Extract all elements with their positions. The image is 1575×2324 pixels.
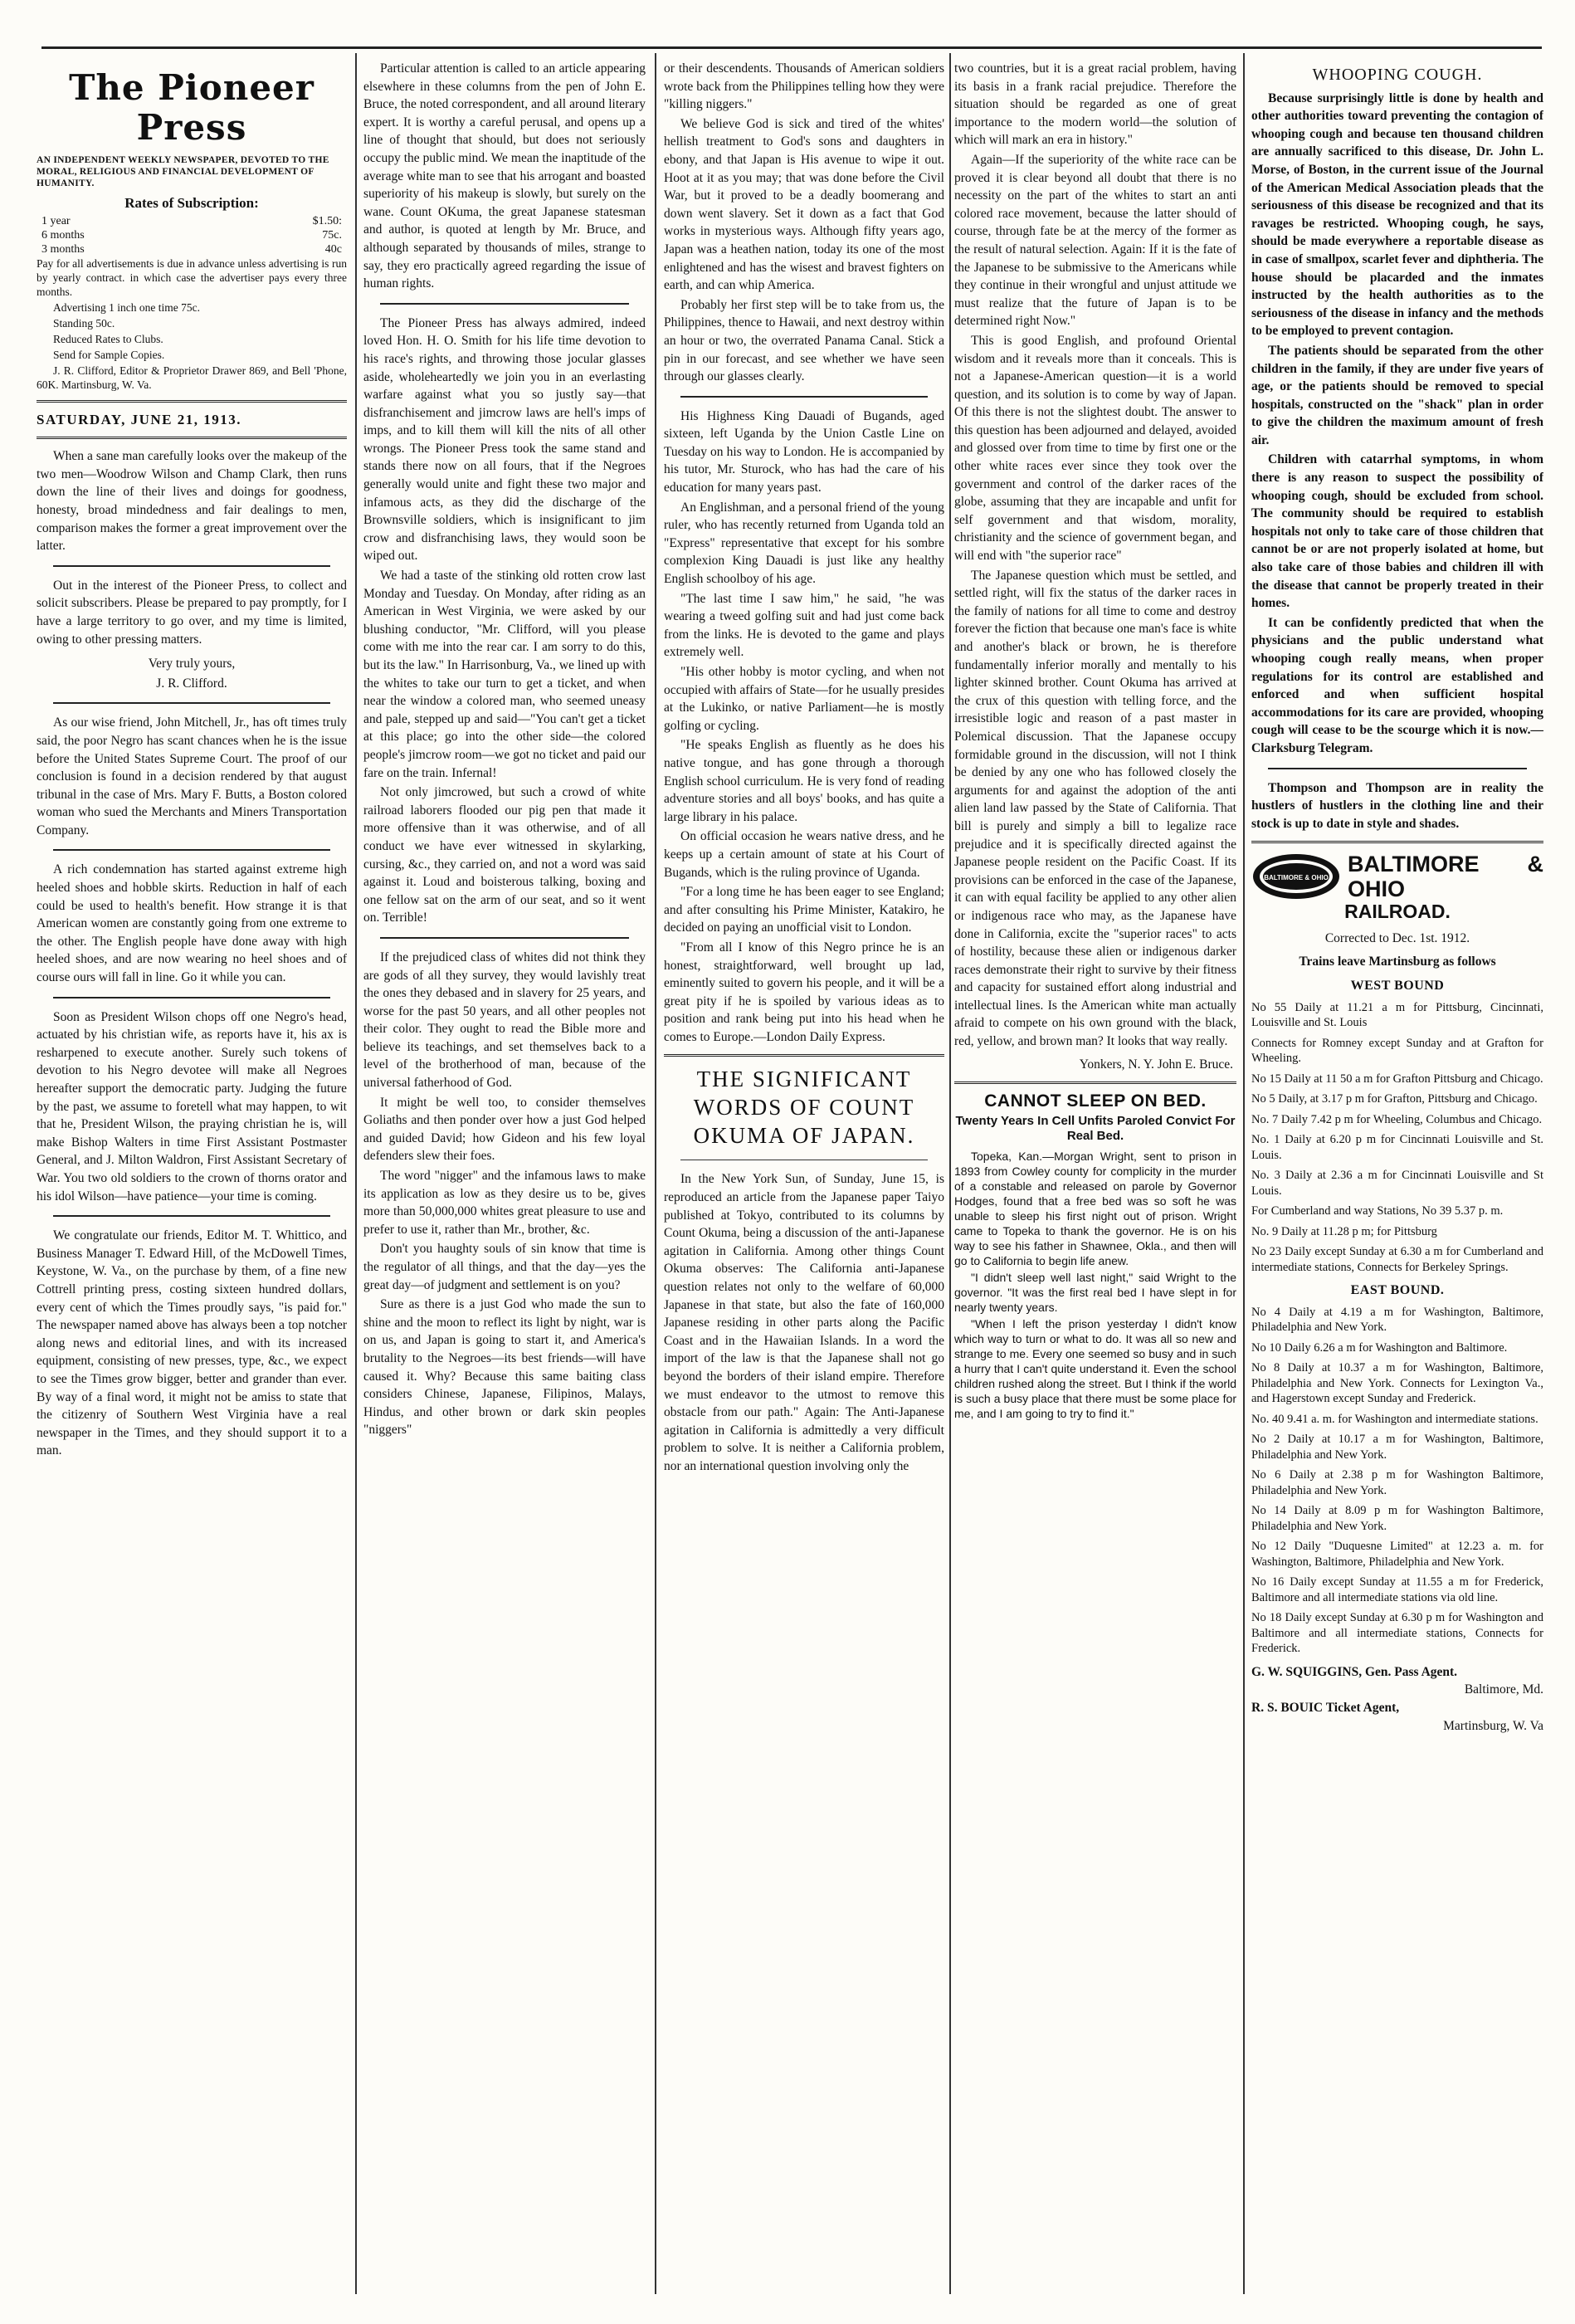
column-divider	[655, 53, 656, 2294]
train-listing: No 15 Daily at 11 50 a m for Grafton Pittsburg and Chicago.	[1251, 1072, 1543, 1086]
east-bound-heading: EAST BOUND.	[1350, 1283, 1445, 1298]
article-paragraph: Again—If the superiority of the white race can be proved it is clear beyond all doubt that there is no necessity on the part of the whites to start an anti colored race movement, because the latter should of course, through fate be at the mercy of the former as the result of natural selection. Again: If it is the fate of the Japanese to be submissive to the Americans while they continue in their wrongful and unjust attitude we must realize that the future of Japan is to be determined right Now."	[954, 152, 1236, 329]
train-listing: Connects for Romney except Sunday and at Grafton for Wheeling.	[1251, 1036, 1543, 1066]
article-paragraph: This is good English, and profound Oriental wisdom and it reveals more than it conceals. This is not a Japanese-American question—it is a world question, and its solution is to come by way of Japan. Of this there is not the slightest doubt. The answer to this question has been adjourned and delayed, avoided and glossed over from time to time by first one or the other white races ever since they took over the government and control of the darker races of the globe, assuming that they are incapable and unfit for self government and that wisdom, morality, christianity and the science of government began, and will end with "the superior race"	[954, 333, 1236, 564]
editorial-paragraph: As our wise friend, John Mitchell, Jr., has oft times truly said, the poor Negro has scant chances when he is the issue before the United States Supreme Court. The proof of our conclusion is found in a decision rendered by that august tribunal in the case of Mrs. Mary F. Butts, a Boston colored woman who sued the Merchants and Miners Transportation Company.	[37, 715, 347, 837]
schedule-intro: Trains leave Martinsburg as follows	[1299, 954, 1496, 969]
divider	[53, 997, 330, 998]
train-listing: No 8 Daily at 10.37 a m for Washington, Baltimore, Philadelphia and New York. Connects for Lexington Va., and Hagerstown except Sunday and Frederick.	[1251, 1361, 1543, 1406]
railroad-logo-icon	[1251, 852, 1341, 901]
news-paragraph: "When I left the prison yesterday I didn't know which way to turn or what to do. It was all so new and strange to me. Every one seemed so busy and in such a hurry that I can't quite understand it. Even the school children rushed along the street. But I think if the world is such a busy place that there must be some place for me, and I am going to try to find it."	[954, 1316, 1236, 1420]
news-paragraph: An Englishman, and a personal friend of the young ruler, who has recently returned from Uganda told an "Express" representative that except for his sombre complexion King Dauadi is just like any healthy English schoolboy of his age.	[664, 500, 944, 587]
rate-row	[37, 228, 347, 242]
rate-label: 1 year	[41, 214, 71, 227]
rates-heading: Rates of Subscription:	[124, 195, 259, 211]
article-headline: THE SIGNIFICANT WORDS OF COUNT OKUMA OF JAPAN.	[693, 1067, 915, 1149]
ad-note: Reduced Rates to Clubs.	[53, 332, 163, 345]
rate-row	[37, 214, 347, 228]
article-paragraph: The patients should be separated from the other children in the family, if they are under five years of age, or the patients should be removed to special hospitals, constructed on the "shack" plan in order to give the children the maximum amount of fresh air.	[1251, 343, 1543, 447]
logo-lettering: BALTIMORE & OHIO	[1264, 874, 1329, 882]
divider	[664, 1054, 944, 1057]
advertisement-text: Thompson and Thompson are in reality the hustlers of hustlers in the clothing line and their stock is up to date in style and shades.	[1251, 780, 1543, 831]
rate-price: 75c.	[322, 228, 342, 242]
editorial-paragraph: Soon as President Wilson chops off one Negro's head, actuated by his christian wife, as reports have it, his ax is resharpened to execute another. Surely such tokens of devotion to his Negro devotee will make all Negroes hereafter support the democratic party. Judging the future by the past, we assume to foretell what may happen, to wit that he, President Wilson, the praying christian he is, will make Bishop Walters in time First Assistant Postmaster General, and J. Milton Waldron, First Assistant Secretary of War. You two old soldiers to the crown of thorns orator and his idol Wilson—have patience—your time is coming.	[37, 1009, 347, 1204]
article-paragraph: In the New York Sun, of Sunday, June 15, is reproduced an article from the Japanese paper Taiyo published at Tokyo, contributed to its columns by Count Okuma, being a discussion of the anti-Japanese agitation in California. Among other things Count Okuma observes: The California anti-Japanese question relates not only to the welfare of 60,000 Japanese in that state, but also the fate of 160,000 Japanese residing in other parts along the Pacific Coast and in the Hawaiian Islands. In a word the import of the law is that the Japanese shall not go beyond the borders of their island empire. Therefore we must endeavor to the utmost to remove this obstacle from our path." Again: The Anti-Japanese agitation in California is admittedly a very difficult problem to solve. It is neither a California problem, nor an international question involving only the	[664, 1172, 944, 1473]
column-divider	[355, 53, 357, 2294]
rate-price: 40c	[324, 242, 342, 256]
editorial-paragraph: We believe God is sick and tired of the whites' hellish treatment to God's sons and daughters in ebony, and that Japan is His avenue to wipe it out. Hoot at it as you may; that was done before the Civil War, but it proved to be a deadly boomerang and down went slavery. Set it down as a fact that God works in mysterious ways. Although fifty years ago, Japan was a heathen nation, today its one of the most enlightened and has the wisest and bravest fighters on earth, and can whip America.	[664, 116, 944, 293]
divider	[1251, 841, 1543, 843]
train-listing: No. 3 Daily at 2.36 a m for Cincinnati Louisville and St Louis.	[1251, 1169, 1543, 1198]
divider	[53, 849, 330, 851]
train-listing: No 18 Daily except Sunday at 6.30 p m for Washington and Baltimore and all intermediate stations, Connects for Frederick.	[1251, 1611, 1543, 1656]
article-paragraph: two countries, but it is a great racial problem, having its basis in a frank racial prejudice. Therefore the situation should be regarded as one of great importance to the modern world—the solution of which will mark an era in history."	[954, 61, 1236, 148]
signature-name: J. R. Clifford.	[156, 676, 227, 691]
news-paragraph: His Highness King Dauadi of Bugands, aged sixteen, left Uganda by the Union Castle Line on Tuesday on his way to London. He is accompanied by his tutor, Mr. Sturock, who has had the care of his education for many years past.	[664, 408, 944, 496]
news-paragraph: "From all I know of this Negro prince he is an honest, straightforward, well brought up lad, eminently suited to govern his people, and it will be a great pity if he is spoiled by various ideas as to position and rank being put into his head when he comes to Europe.—London Daily Express.	[664, 940, 944, 1044]
editorial-paragraph: Probably her first step will be to take from us, the Philippines, thence to Hawaii, and next destroy within an hour or two, the overrated Panama Canal. Stick a pin in our forecast, and see whether we have seen through our glasses clearly.	[664, 297, 944, 384]
news-paragraph: "He speaks English as fluently as he does his native tongue, and has gone through a thorough English school curriculum. He is very fond of reading adventure stories and all boys' books, and has quite a large library in his palace.	[664, 738, 944, 824]
masthead-title: The Pioneer Press	[69, 67, 315, 148]
passenger-agent-city: Baltimore, Md.	[1464, 1682, 1543, 1697]
column-5	[1251, 60, 1543, 2301]
train-listing: No 5 Daily, at 3.17 p m for Grafton, Pittsburg and Chicago.	[1251, 1092, 1538, 1106]
column-1	[37, 60, 347, 2301]
news-paragraph: "The last time I saw him," he said, "he was wearing a tweed golfing suit and had just come back from the links. He is devoted to the game and plays extremely well.	[664, 591, 944, 660]
train-listing: No 10 Daily 6.26 a m for Washington and Baltimore.	[1251, 1340, 1508, 1355]
divider	[53, 702, 330, 704]
divider	[1268, 768, 1527, 769]
divider	[680, 396, 928, 398]
editorial-paragraph: A rich condemnation has started against extreme high heeled shoes and hobble skirts. Reduction in half of each could be used to health's benefit. How strange it is that American women are constantly going from one extreme to the other. The English people have done away with high heeled shoes, and are now wearing no heel shoes and of course ours will fall in line. Go it while you can.	[37, 862, 347, 985]
divider	[53, 565, 330, 567]
divider	[380, 303, 629, 305]
column-4	[954, 60, 1236, 2301]
article-paragraph: Because surprisingly little is done by health and other authorities toward preventing the contagion of whooping cough and because ten thousand children are annually sacrificed to this disease, Dr. John L. Morse, of Boston, in the current issue of the Journal of the American Medical Association pleads that the seriousness of this disease be recognized and that its ravages be restricted. Whooping cough, he says, should be made everywhere a reportable disease as in case of smallpox, scarlet fever and diphtheria. The house should be placarded and the inmates instructed by the health authorities as to the seriousness of the disease in infancy and the methods to be employed to prevent contagion.	[1251, 90, 1543, 339]
train-listing: No 23 Daily except Sunday at 6.30 a m for Cumberland and intermediate stations, Connects for Berkeley Springs.	[1251, 1245, 1543, 1274]
news-paragraph: "For a long time he has been eager to see England; and after consulting his Prime Minister, Katakiro, he decided on paying an unofficial visit to London.	[664, 885, 944, 935]
editorial-paragraph: or their descendents. Thousands of American soldiers wrote back from the Philippines telling how they were "killing niggers."	[664, 61, 944, 112]
west-bound-heading: WEST BOUND	[1350, 979, 1445, 994]
editorial-paragraph: The word "nigger" and the infamous laws to make its application as low as they desire us to be, gives more than 50,000,000 whites great pleasure to use and prefer to use it, rather than Mr., brother, &c.	[363, 1169, 646, 1237]
editorial-paragraph: Particular attention is called to an article appearing elsewhere in these columns from the pen of John E. Bruce, the noted correspondent, and all around literary expert. It is worthy a careful perusal, and opens up a line of thought that should, but does not seriously occupy the public mind. We mean the inaptitude of the average white man to see that his arrogant and boasted superiority of his makeup is slowly, but surely on the wane. Count OKuma, the great Japanese statesman and author, is quoted at length by Mr. Bruce, and although separated by thousands of miles, strange to say, they ero practically agreed regarding the issue of human rights.	[363, 61, 646, 291]
editorial-paragraph: Sure as there is a just God who made the sun to shine and the moon to reflect its light by night, war is on us, and Japan is going to start it, and America's brutality to the Negroes—its best friends—will have caused it. Why? Because this same baiting class considers Chinese, Japanese, Filipinos, Malays, Hindus, and other brown or dark skin peoples "niggers"	[363, 1297, 646, 1438]
train-listing: No. 9 Daily at 11.28 p m; for Pittsburg	[1251, 1224, 1437, 1238]
news-headline: CANNOT SLEEP ON BED.	[984, 1091, 1207, 1111]
ad-note: Pay for all advertisements is due in advance unless advertising is run by yearly contract. in which case the advertiser pays every three months.	[37, 256, 347, 298]
railroad-subtitle: RAILROAD.	[1344, 901, 1451, 923]
rate-label: 6 months	[41, 228, 85, 242]
article-paragraph: It can be confidently predicted that when the physicians and the public understand what whooping cough really means, when proper regulations for its control are established and enforced and when sufficient hospital accommodations for its care are provided, whooping cough will cease to be the scourge which it is now.—Clarksburg Telegram.	[1251, 615, 1543, 755]
railroad-header	[1251, 852, 1543, 901]
top-border-rule	[41, 46, 1542, 49]
editorial-paragraph: We had a taste of the stinking old rotten crow last Monday and Tuesday. On Monday, after riding as an American in West Virginia, we were asked by our blushing conductor, "Mr. Clifford, will you please come with me into the rear car. I am sorry to do this, but its the law." In Harrisonburg, Va., we lined up with the whites to take our turn to get a ticket, and when near the window a colored man, who seemed uneasy and pale, stepped up and said—"You can't get a ticket at this place; go into the other side—the colored people's jimcrow room—we got no ticket and paid our fare on the train. Infernal!	[363, 569, 646, 780]
passenger-agent: G. W. SQUIGGINS, Gen. Pass Agent.	[1251, 1664, 1458, 1679]
issue-date: SATURDAY, JUNE 21, 1913.	[37, 411, 241, 427]
ticket-agent-city: Martinsburg, W. Va	[1443, 1718, 1543, 1733]
ad-note: Advertising 1 inch one time 75c.	[53, 300, 200, 314]
divider	[37, 400, 347, 403]
editorial-paragraph: Not only jimcrowed, but such a crowd of white railroad laborers flooded our pig pen that made it more offensive than it was otherwise, and of all conduct we have ever witnessed in skylarking, cursing, &c., they carried on, and not a word was said against it. Loud and boisterous talking, boxing and one fellow sat on the arm of our seat, and so it went on. Terrible!	[363, 785, 646, 925]
news-paragraph: "I didn't sleep well last night," said Wright to the governor. "It was the first real bed I have slept in for nearly twenty years.	[954, 1270, 1236, 1314]
train-listing: No. 1 Daily at 6.20 p m for Cincinnati Louisville and St. Louis.	[1251, 1133, 1543, 1162]
divider	[380, 937, 629, 939]
train-listing: No. 40 9.41 a. m. for Washington and intermediate stations.	[1251, 1412, 1538, 1426]
editorial-paragraph: If the prejudiced class of whites did not think they are gods of all they survey, they would lavishly treat the ones they debased and in slavery for 25 years, and worse for the past 50 years, and all other peoples not their color. They ought to read the Bible more and believe its teachings, and set themselves back to a level of the brotherhood of man, because of the universal fatherhood of God.	[363, 950, 646, 1091]
editorial-paragraph: Out in the interest of the Pioneer Press, to collect and solicit subscribers. Please be prepared to pay promptly, for I have a large territory to go over, and my time is limited, owing to other pressing matters.	[37, 578, 347, 647]
editorial-paragraph: We congratulate our friends, Editor M. T. Whittico, and Business Manager T. Edward Hill, of the McDowell Times, Keystone, W. Va., on the purchase by them, of a fine new Cottrell printing press, costing sixteen hundred dollars, every cent of which the Times proudly says, "is paid for." The newspaper named above has always been a top notcher along news and editorial lines, and with its increased equipment, consisting of new presses, type, &c., we expect to see the Times grow bigger, better and grander than ever. By way of a final word, it might not be amiss to state that the citizenry of Southern West Virginia have a real newspaper in the Times, and they should support it to a man.	[37, 1228, 347, 1458]
train-listing: No 2 Daily at 10.17 a m for Washington, Baltimore, Philadelphia and New York.	[1251, 1433, 1543, 1462]
train-listing: No 6 Daily at 2.38 p m for Washington Baltimore, Philadelphia and New York.	[1251, 1468, 1543, 1497]
editorial-paragraph: It might be well too, to consider themselves Goliaths and then ponder over how a just God helped and guided David; how Gideon and his few loyal defenders slew their foes.	[363, 1095, 646, 1164]
news-paragraph: Topeka, Kan.—Morgan Wright, sent to prison in 1893 from Cowley county for complicity in the murder of a constable and released on parole by Governor Hodges, found that a free bed was so soft he was unable to sleep his first night out of prison. Wright came to Topeka to thank the governor. He is on his way to see his father in Shawnee, Okla., and then will go to California to begin life anew.	[954, 1149, 1236, 1267]
divider	[37, 437, 347, 439]
rate-row	[37, 242, 347, 256]
article-paragraph: The Japanese question which must be settled, and settled right, will fix the status of the darker races in the family of nations for all time to come and destroy forever the fiction that because one man's face is white and another's black or brown, he is therefore fundamentally inferior morally and mentally to his lighter skinned brother. Count Okuma has arrived at the crux of this question with telling force, and the irresistible logic and reason of a past master in Polemical discussion. That the Japanese occupy formidable ground in the discussion, will not I think be denied by any one who has followed closely the arguments for and against the adoption of the anti alien land law passed by the State of California. That bill is purely and simply a bill to legalize race prejudice and it is specifically directed against the Japanese people resident on the Pacific Coast. If its provisions can be enforced in the case of the Japanese, it can with equal facility be applied to any other alien or indigenous race who may, as the Japanese have done in California, excite the "superior races" to acts of hostility, because these alien or indigenous darker races demonstrate their right to survive by their fitness and capacity for sustained effort along industrial and intellectual lines. Is the American white man actually afraid to compete on his own ground with the black, red, yellow, and brown man? It looks that way really.	[954, 568, 1236, 1049]
train-listing: No 12 Daily "Duquesne Limited" at 12.23 a. m. for Washington, Baltimore, Philadelphia and New York.	[1251, 1540, 1543, 1569]
schedule-corrected-date: Corrected to Dec. 1st. 1912.	[1324, 930, 1470, 945]
train-listing: No 55 Daily at 11.21 a m for Pittsburg, Cincinnati, Louisville and St. Louis	[1251, 1000, 1543, 1030]
article-byline: Yonkers, N. Y. John E. Bruce.	[1079, 1057, 1233, 1072]
column-2	[363, 60, 646, 2301]
signature-closing: Very truly yours,	[148, 657, 236, 671]
ad-note: Standing 50c.	[53, 316, 115, 330]
train-listing: No. 7 Daily 7.42 p m for Wheeling, Columbus and Chicago.	[1251, 1112, 1543, 1126]
rate-price: $1.50:	[312, 214, 342, 227]
news-paragraph: On official occasion he wears native dress, and he keeps up a certain amount of state at his Court of Bugands, which is the ruling province of Uganda.	[664, 829, 944, 880]
rate-label: 3 months	[41, 242, 85, 256]
train-listing: For Cumberland and way Stations, No 39 5.37 p. m.	[1251, 1204, 1504, 1218]
editorial-paragraph: When a sane man carefully looks over the makeup of the two men—Woodrow Wilson and Champ Clark, then runs down the line of their lives and doings for goodness, honesty, broad mindedness and fair dealings to men, comparison makes the former a great improvement over the latter.	[37, 449, 347, 554]
train-listing: No 16 Daily except Sunday at 11.55 a m for Frederick, Baltimore and all intermediate stations via old line.	[1251, 1575, 1543, 1604]
divider	[954, 1081, 1236, 1084]
train-listing: No 4 Daily at 4.19 a m for Washington, Baltimore, Philadelphia and New York.	[1251, 1305, 1543, 1335]
ad-note: Send for Sample Copies.	[53, 348, 165, 361]
train-listing: No 14 Daily at 8.09 p m for Washington Baltimore, Philadelphia and New York.	[1251, 1504, 1543, 1533]
article-paragraph: Children with catarrhal symptoms, in whom there is any reason to suspect the possibility of whooping cough, should be excluded from school. The community should be required to establish hospitals not only to take care of those children that cannot be or are not properly isolated at home, but also take care of those babies and children ill with the disease that cannot be properly treated in their homes.	[1251, 452, 1543, 611]
column-3	[664, 60, 944, 2301]
column-divider	[949, 53, 951, 2294]
column-divider	[1243, 53, 1245, 2294]
railroad-title: BALTIMORE & OHIO	[1348, 852, 1543, 902]
news-subheadline: Twenty Years In Cell Unfits Paroled Convict For Real Bed.	[955, 1113, 1236, 1143]
article-headline: WHOOPING COUGH.	[1312, 66, 1483, 84]
editorial-paragraph: The Pioneer Press has always admired, indeed loved Hon. H. O. Smith for his life time devotion to his race's rights, and throwing those jocular glasses aside, wholeheartedly we join you in an everlasting warfare against what you so justly say—that disfranchisement and jimcrow laws are hell's imps of imps, and to kill them will kill the nits of all other wrongs. The Pioneer Press took the same stand and stands there now on all fours, that if the Negroes generally would unite and fight these two major and infamous acts, as they did the discharge of the Brownsville soldiers, which is insignificant to jim crow and disfranchising laws, they would soon be wiped out.	[363, 315, 646, 564]
editor-note: J. R. Clifford, Editor & Proprietor Drawer 869, and Bell 'Phone, 60K. Martinsburg, W. Va.	[37, 364, 347, 391]
divider	[53, 1215, 330, 1217]
masthead-tagline: AN INDEPENDENT WEEKLY NEWSPAPER, DEVOTED TO THE MORAL, RELIGIOUS AND FINANCIAL DEVELOPMENT OF HUMANITY.	[37, 155, 329, 188]
editorial-paragraph: Don't you haughty souls of sin know that time is the regulator of all things, and that the day—yes the great day—of judgment and settlement is on you?	[363, 1242, 646, 1292]
news-paragraph: "His other hobby is motor cycling, and when not occupied with affairs of State—for he usually presides at the Lukinko, or native Parliament—he is mostly golfing or cycling.	[664, 665, 944, 733]
ticket-agent: R. S. BOUIC Ticket Agent,	[1251, 1701, 1400, 1715]
